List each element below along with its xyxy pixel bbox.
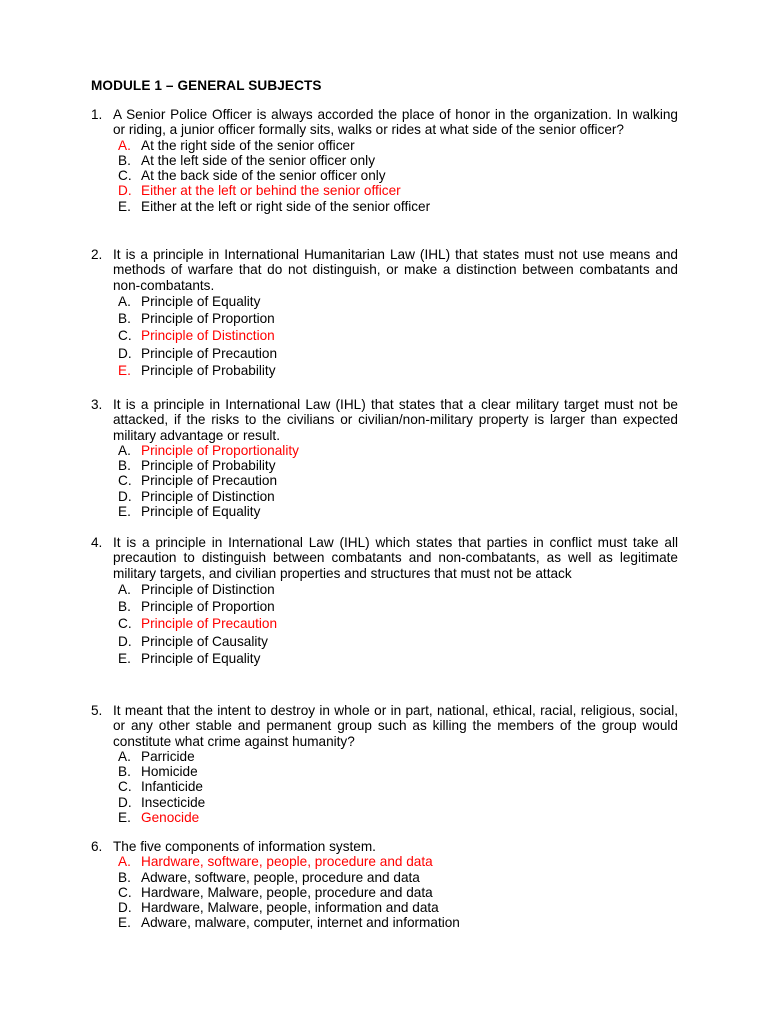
option-d <box>118 795 678 810</box>
option-text: Principle of Equality <box>141 504 261 520</box>
option-letter: B. <box>118 458 131 474</box>
option-text: Principle of Precaution <box>141 473 278 489</box>
option-letter: B. <box>118 599 131 615</box>
option-list <box>118 443 678 519</box>
option-a <box>118 581 678 598</box>
option-text: Principle of Distinction <box>141 488 275 504</box>
option-letter: D. <box>118 183 132 199</box>
option-text: At the back side of the senior officer only <box>141 168 386 184</box>
option-letter: E. <box>118 504 131 520</box>
option-text: Principle of Proportionality <box>141 442 299 458</box>
option-text: Principle of Equality <box>141 651 261 667</box>
option-text: Parricide <box>141 748 195 764</box>
option-letter: C. <box>118 779 132 795</box>
option-b <box>118 153 678 168</box>
question-number: 1. <box>91 107 103 122</box>
question-6 <box>91 839 678 931</box>
option-letter: D. <box>118 900 132 916</box>
option-letter: C. <box>118 168 132 184</box>
question-number: 6. <box>91 839 103 854</box>
option-b <box>118 458 678 473</box>
option-b <box>118 870 678 885</box>
option-b <box>118 764 678 779</box>
option-letter: C. <box>118 473 132 489</box>
option-d <box>118 633 678 650</box>
option-text: Homicide <box>141 764 198 780</box>
option-letter: C. <box>118 328 132 344</box>
option-b <box>118 598 678 615</box>
option-c <box>118 779 678 794</box>
option-a <box>118 443 678 458</box>
option-text: Infanticide <box>141 779 203 795</box>
question-2 <box>91 247 678 379</box>
option-e <box>118 199 678 214</box>
option-letter: D. <box>118 794 132 810</box>
option-e <box>118 650 678 667</box>
option-letter: B. <box>118 311 131 327</box>
option-e <box>118 810 678 825</box>
option-letter: B. <box>118 869 131 885</box>
option-list <box>118 138 678 214</box>
option-d <box>118 900 678 915</box>
option-d <box>118 183 678 198</box>
option-e <box>118 915 678 930</box>
question-number: 4. <box>91 535 103 550</box>
option-text: Insecticide <box>141 794 206 810</box>
option-c <box>118 615 678 632</box>
option-list <box>118 749 678 825</box>
question-number: 5. <box>91 703 103 718</box>
option-letter: D. <box>118 488 132 504</box>
question-5 <box>91 703 678 825</box>
option-letter: E. <box>118 198 131 214</box>
question-text: The five components of information system. <box>113 839 376 854</box>
option-letter: E. <box>118 810 131 826</box>
option-c <box>118 885 678 900</box>
option-text: Hardware, software, people, procedure and data <box>141 854 433 870</box>
question-text: A Senior Police Officer is always accorded the place of honor in the organization. In walking or riding, a junior officer formally sits, walks or rides at what side of the senior officer? <box>113 107 678 138</box>
option-letter: A. <box>118 137 131 153</box>
question-text: It is a principle in International Law (IHL) which states that parties in conflict must take all precaution to distinguish between combatants and non-combatants, as well as legitimate military targets, and civilian properties and structures that must not be attack <box>113 535 678 581</box>
option-list <box>118 581 678 667</box>
module-title: MODULE 1 – GENERAL SUBJECTS <box>91 78 322 93</box>
option-text: Principle of Equality <box>141 293 261 309</box>
question-number: 2. <box>91 247 103 262</box>
option-letter: D. <box>118 633 132 649</box>
option-text: Either at the left or right side of the senior officer <box>141 198 431 214</box>
option-text: Genocide <box>141 810 200 826</box>
option-a <box>118 854 678 869</box>
option-letter: B. <box>118 764 131 780</box>
question-text: It is a principle in International Law (IHL) that states that a clear military target must not be attacked, if the risks to the civilians or civilian/non-military property is larger than expected military advantage or result. <box>113 397 678 443</box>
option-letter: A. <box>118 748 131 764</box>
option-a <box>118 749 678 764</box>
option-letter: A. <box>118 581 131 597</box>
option-text: Either at the left or behind the senior officer <box>141 183 401 199</box>
option-e <box>118 504 678 519</box>
option-text: Principle of Precaution <box>141 345 278 361</box>
option-letter: A. <box>118 854 131 870</box>
option-letter: E. <box>118 915 131 931</box>
option-list <box>118 854 678 930</box>
option-letter: A. <box>118 442 131 458</box>
option-text: Principle of Probability <box>141 458 276 474</box>
question-1 <box>91 107 678 214</box>
option-text: At the right side of the senior officer <box>141 137 355 153</box>
option-text: Adware, malware, computer, internet and information <box>141 915 460 931</box>
option-e <box>118 362 678 379</box>
option-text: At the left side of the senior officer only <box>141 152 375 168</box>
option-letter: A. <box>118 293 131 309</box>
option-text: Principle of Proportion <box>141 311 275 327</box>
option-text: Principle of Precaution <box>141 616 278 632</box>
option-text: Adware, software, people, procedure and data <box>141 869 420 885</box>
option-text: Hardware, Malware, people, information and data <box>141 900 439 916</box>
option-list <box>118 293 678 379</box>
option-d <box>118 345 678 362</box>
option-letter: C. <box>118 884 132 900</box>
option-text: Principle of Distinction <box>141 328 275 344</box>
option-letter: C. <box>118 616 132 632</box>
option-letter: E. <box>118 651 131 667</box>
option-text: Principle of Causality <box>141 633 268 649</box>
option-letter: E. <box>118 363 131 379</box>
option-letter: D. <box>118 345 132 361</box>
question-4 <box>91 535 678 667</box>
option-text: Principle of Distinction <box>141 581 275 597</box>
option-text: Principle of Proportion <box>141 599 275 615</box>
option-a <box>118 138 678 153</box>
option-a <box>118 293 678 310</box>
option-d <box>118 489 678 504</box>
question-text: It is a principle in International Humanitarian Law (IHL) that states must not use means and methods of warfare that do not distinguish, or make a distinction between combatants and non-combatants. <box>113 247 678 293</box>
option-c <box>118 168 678 183</box>
option-text: Hardware, Malware, people, procedure and data <box>141 884 433 900</box>
option-c <box>118 473 678 488</box>
question-number: 3. <box>91 397 103 412</box>
option-c <box>118 327 678 344</box>
option-text: Principle of Probability <box>141 363 276 379</box>
question-3 <box>91 397 678 519</box>
option-letter: B. <box>118 152 131 168</box>
option-b <box>118 310 678 327</box>
question-text: It meant that the intent to destroy in whole or in part, national, ethical, racial, religious, social, or any other stable and permanent group such as killing the members of the group would constitute what crime against humanity? <box>113 703 678 749</box>
